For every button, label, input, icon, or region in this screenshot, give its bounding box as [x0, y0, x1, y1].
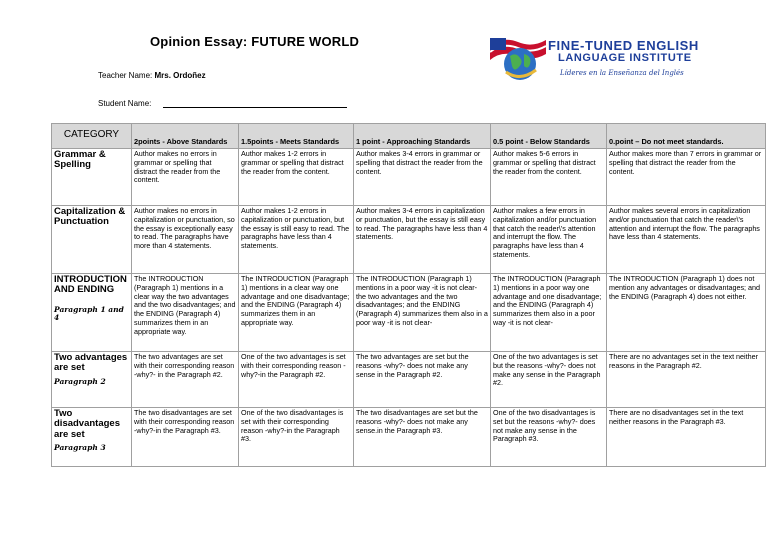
table-cell: Author makes no errors in capitalization or punctuation, so the essay is exceptionally easy to read. The paragraphs have more than 4 statements.: [132, 206, 239, 274]
institute-logo: [488, 32, 708, 84]
table-cell: The two advantages are set but the reasons -why?- does not make any sense in the Paragraph #2.: [354, 352, 491, 408]
table-cell: The INTRODUCTION (Paragraph 1) mentions in a poor way -it is not clear- the two advantages and the two disadvantages; and the ENDING (Paragraph 4) summarizes them also in a poor way -it is not clear-: [354, 274, 491, 352]
header-level-0-5: 0.5 point - Below Standards: [491, 124, 607, 149]
table-cell: Author makes 3-4 errors in capitalization or punctuation, but the essay is still easy to read. The paragraphs have less than 4 statements.: [354, 206, 491, 274]
table-cell: Author makes 1-2 errors in capitalization or punctuation, but the essay is still easy to read. The paragraphs have less than 4 statements.: [239, 206, 354, 274]
student-label: Student Name:: [98, 99, 152, 108]
paragraph-note: Paragraph 2: [54, 376, 106, 386]
table-cell: There are no disadvantages set in the text neither reasons in the Paragraph #3.: [607, 408, 766, 467]
row-category: [52, 408, 132, 467]
header-row: [52, 124, 766, 149]
student-name-blank: [163, 98, 347, 108]
table-cell: Author makes a few errors in capitalization and/or punctuation that catch the reader\'s attention and interrupt the flow. The paragraphs have less than 4 statements.: [491, 206, 607, 274]
table-cell: One of the two disadvantages is set but the reasons -why?- does not make any sense in the Paragraph #3.: [491, 408, 607, 467]
table-cell: The two disadvantages are set but the reasons -why?- does not make any sense.in the Paragraph #3.: [354, 408, 491, 467]
table-cell: The INTRODUCTION (Paragraph 1) does not mention any advantages or disadvantages; and the ENDING (Paragraph 4) does not either.: [607, 274, 766, 352]
table-row: [52, 408, 766, 467]
logo-main-text: FINE-TUNED ENGLISH: [548, 38, 699, 53]
header-level-2: 2points - Above Standards: [132, 124, 239, 149]
header-category: CATEGORY: [52, 124, 132, 149]
table-row: [52, 206, 766, 274]
table-cell: The INTRODUCTION (Paragraph 1) mentions in a clear way one advantage and one disadvantage; and the ENDING (Paragraph 4) summarizes them in an appropriate way.: [239, 274, 354, 352]
header-level-1: 1 point - Approaching Standards: [354, 124, 491, 149]
row-category: [52, 352, 132, 408]
table-cell: Author makes no errors in grammar or spelling that distract the reader from the content.: [132, 149, 239, 206]
table-cell: The INTRODUCTION (Paragraph 1) mentions in a clear way the two advantages and the two disadvantages; and the ENDING (Paragraph 4) summarizes them in an appropriate way.: [132, 274, 239, 352]
teacher-line: [98, 71, 206, 80]
student-line: [98, 98, 347, 108]
header-level-1-5: 1.5points - Meets Standards: [239, 124, 354, 149]
teacher-name: Mrs. Ordoñez: [154, 71, 206, 80]
row-category: [52, 149, 132, 206]
table-cell: The two advantages are set with their corresponding reason -why?- in the Paragraph #2.: [132, 352, 239, 408]
paragraph-note: Paragraph 3: [54, 443, 106, 453]
rubric-table: [51, 123, 766, 467]
category-label: Two advantages are set: [54, 352, 128, 374]
logo-tagline: Líderes en la Enseñanza del Inglés: [560, 69, 684, 77]
logo-sub-text: LANGUAGE INSTITUTE: [558, 52, 692, 64]
table-cell: Author makes 1-2 errors in grammar or spelling that distract the reader from the content.: [239, 149, 354, 206]
globe-flag-icon: [488, 32, 550, 84]
category-label: Two disadvantages are set: [54, 408, 120, 440]
table-cell: One of the two advantages is set but the reasons -why?- does not make any sense in the Paragraph #2.: [491, 352, 607, 408]
document-title: Opinion Essay: FUTURE WORLD: [150, 34, 360, 49]
row-category: [52, 206, 132, 274]
table-cell: The INTRODUCTION (Paragraph 1) mentions in a poor way one advantage and one disadvantage; and the ENDING (Paragraph 4) summarizes them also in a poor way -it is not clear-: [491, 274, 607, 352]
category-label: Capitalization & Punctuation: [54, 206, 126, 228]
table-cell: One of the two advantages is set with their corresponding reason -why?-in the Paragraph #2.: [239, 352, 354, 408]
table-cell: Author makes more than 7 errors in grammar or spelling that distract the reader from the content.: [607, 149, 766, 206]
table-cell: One of the two disadvantages is set with their corresponding reason -why?-in the Paragraph #3.: [239, 408, 354, 467]
table-cell: There are no advantages set in the text neither reasons in the Paragraph #2.: [607, 352, 766, 408]
teacher-label: Teacher Name:: [98, 71, 153, 80]
table-row: [52, 149, 766, 206]
table-cell: Author makes 3-4 errors in grammar or spelling that distract the reader from the content.: [354, 149, 491, 206]
category-label: INTRODUCTION AND ENDING: [54, 274, 127, 296]
table-cell: Author makes 5-6 errors in grammar or spelling that distract the reader from the content.: [491, 149, 607, 206]
table-cell: Author makes several errors in capitalization and/or punctuation that catch the reader\'s attention and interrupt the flow. The paragraphs have less than 4 statements.: [607, 206, 766, 274]
paragraph-note: Paragraph 1 and 4: [54, 304, 124, 323]
row-category: [52, 274, 132, 352]
table-cell: The two disadvantages are set with their corresponding reason -why?-in the Paragraph #3.: [132, 408, 239, 467]
table-row: [52, 352, 766, 408]
header-level-0: 0.point – Do not meet standards.: [607, 124, 766, 149]
table-row: [52, 274, 766, 352]
category-label: Grammar & Spelling: [54, 149, 106, 171]
